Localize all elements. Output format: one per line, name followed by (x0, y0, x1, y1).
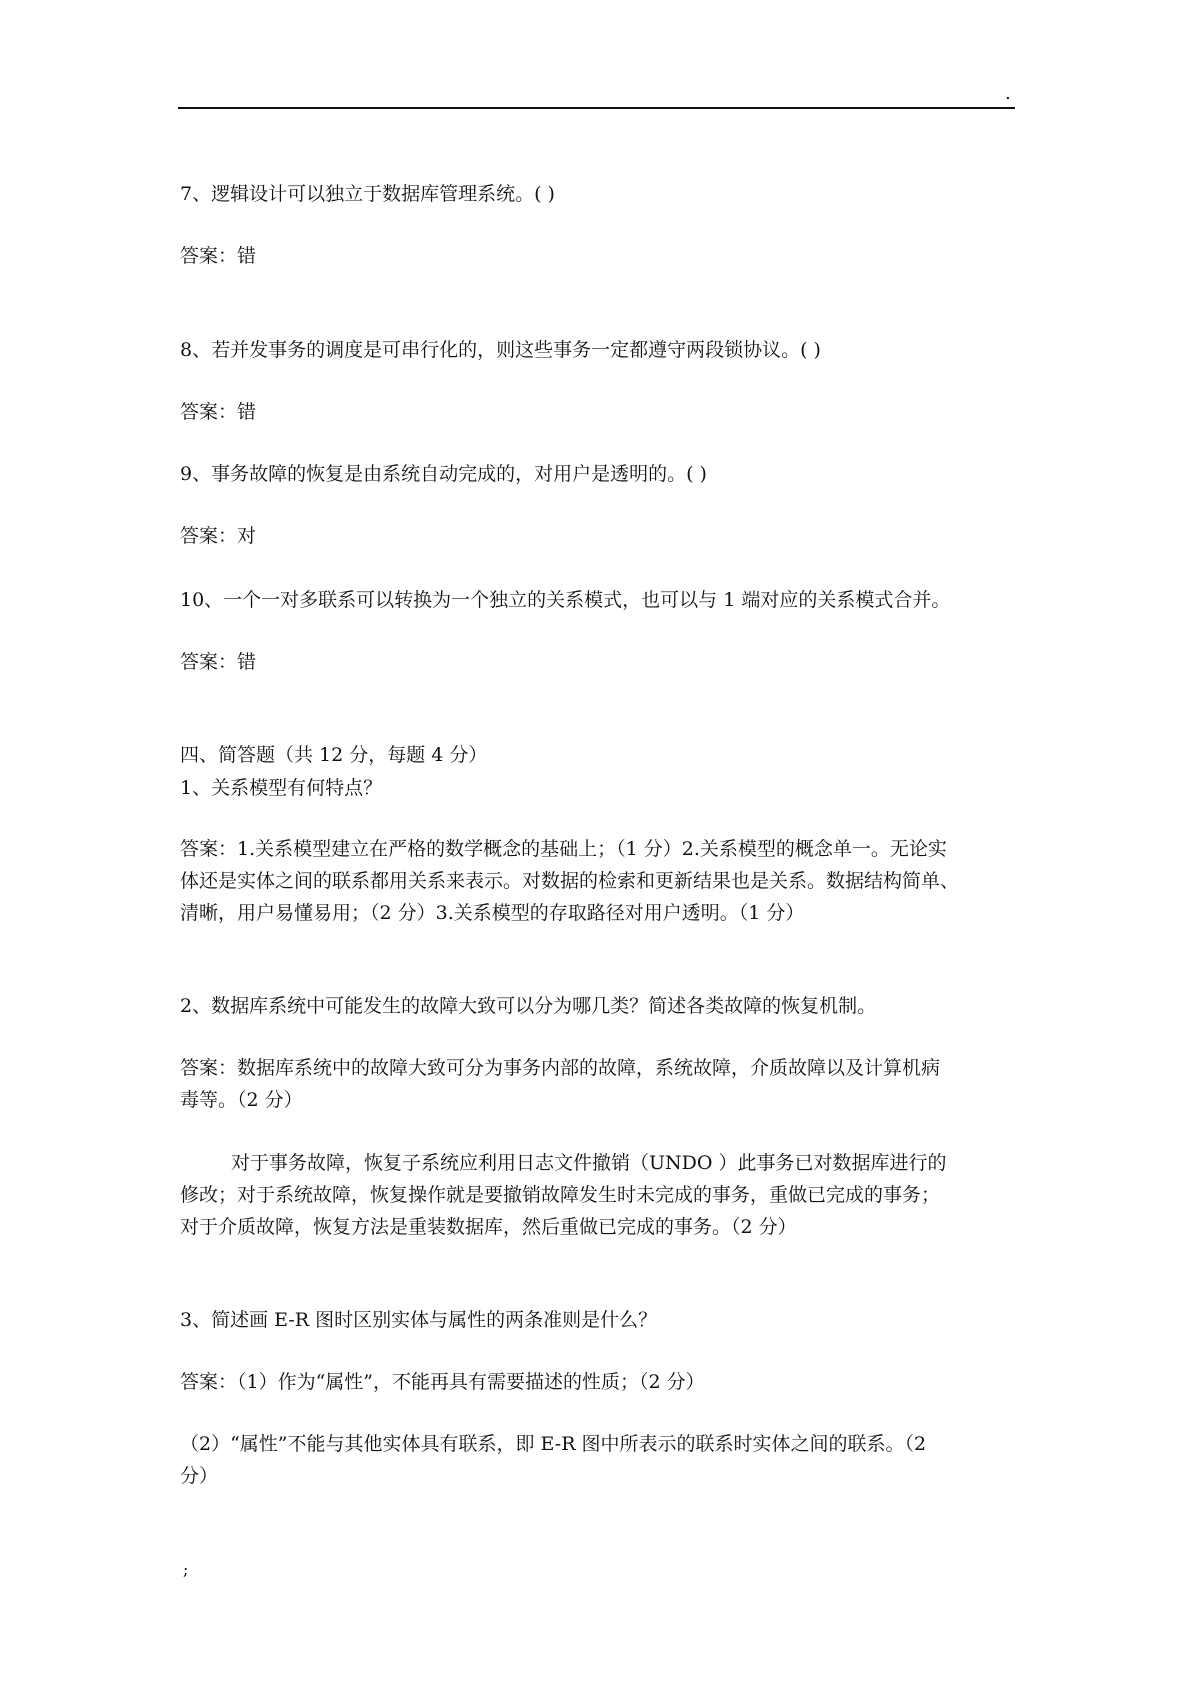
answer-3-line-1: 答案：（1）作为“属性”，不能再具有需要描述的性质；（2 分） (180, 1371, 705, 1393)
answer-9: 答案：对 (180, 525, 257, 547)
footer-mark: ; (183, 1560, 189, 1579)
answer-2-line-1: 答案：数据库系统中的故障大致可分为事务内部的故障，系统故障，介质故障以及计算机病 (180, 1057, 941, 1079)
question-8: 8、若并发事务的调度是可串行化的，则这些事务一定都遵守两段锁协议。( ) (180, 339, 821, 361)
section-heading: 四、简答题（共 12 分，每题 4 分） (180, 744, 488, 766)
answer-7: 答案：错 (180, 245, 257, 267)
answer-1-line-2: 体还是实体之间的联系都用关系来表示。对数据的检索和更新结果也是关系。数据结构简单、 (180, 870, 960, 892)
short-question-3: 3、简述画 E-R 图时区别实体与属性的两条准则是什么？ (180, 1309, 658, 1331)
answer-2-line-2: 毒等。（2 分） (180, 1089, 303, 1111)
question-7: 7、逻辑设计可以独立于数据库管理系统。( ) (180, 183, 555, 205)
header-rule (178, 107, 1015, 109)
answer-3-line-3: 分） (180, 1465, 219, 1487)
short-question-1: 1、关系模型有何特点？ (180, 777, 383, 799)
header-mark: . (1005, 83, 1011, 104)
question-9: 9、事务故障的恢复是由系统自动完成的，对用户是透明的。( ) (180, 463, 707, 485)
answer-2-para-2-line-3: 对于介质故障，恢复方法是重装数据库，然后重做已完成的事务。（2 分） (180, 1216, 797, 1238)
answer-2-para-2-line-1: 对于事务故障，恢复子系统应利用日志文件撤销（UNDO ）此事务已对数据库进行的 (231, 1152, 947, 1174)
short-question-2: 2、数据库系统中可能发生的故障大致可以分为哪几类？简述各类故障的恢复机制。 (180, 995, 877, 1017)
answer-8: 答案：错 (180, 401, 257, 423)
answer-2-para-2-line-2: 修改；对于系统故障，恢复操作就是要撤销故障发生时未完成的事务，重做已完成的事务； (180, 1184, 941, 1206)
answer-1-line-3: 清晰，用户易懂易用；（2 分）3.关系模型的存取路径对用户透明。（1 分） (180, 902, 805, 924)
answer-1-line-1: 答案：1.关系模型建立在严格的数学概念的基础上；（1 分）2.关系模型的概念单一。无论实 (180, 838, 947, 860)
answer-3-line-2: （2）“属性”不能与其他实体具有联系，即 E-R 图中所表示的联系时实体之间的联系。（2 (180, 1433, 927, 1455)
question-10: 10、一个一对多联系可以转换为一个独立的关系模式，也可以与 1 端对应的关系模式合并。 (180, 589, 951, 611)
answer-10: 答案：错 (180, 651, 257, 673)
